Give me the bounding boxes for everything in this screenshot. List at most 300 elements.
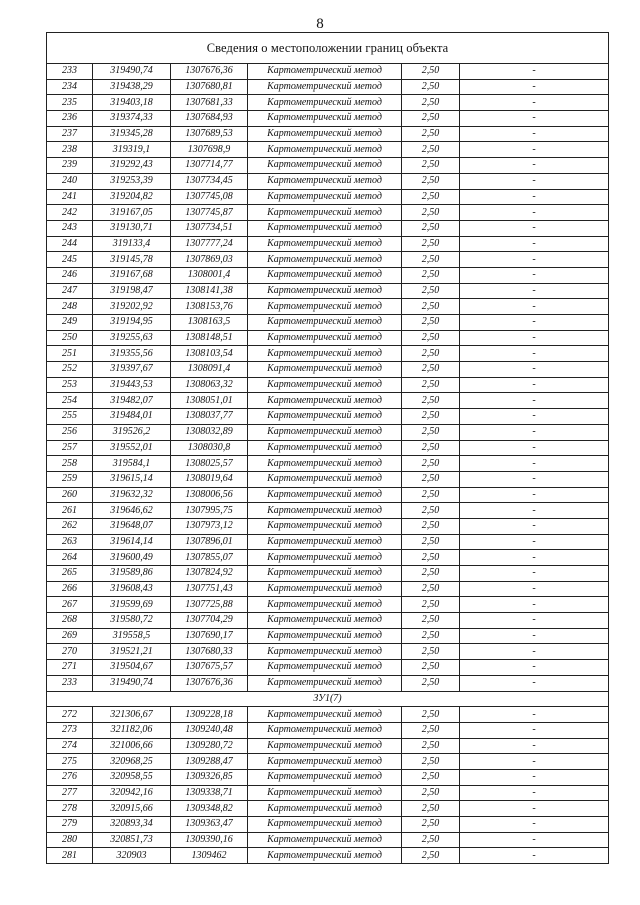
table-row xyxy=(47,722,609,738)
description-cell: - xyxy=(460,566,609,582)
x-coordinate-cell: 319614,14 xyxy=(93,534,171,550)
x-coordinate-cell: 319397,67 xyxy=(93,362,171,378)
y-coordinate-cell: 1309326,85 xyxy=(171,769,248,785)
method-cell: Картометрический метод xyxy=(248,550,402,566)
table-row xyxy=(47,550,609,566)
x-coordinate-cell: 319167,05 xyxy=(93,205,171,221)
description-cell: - xyxy=(460,158,609,174)
description-cell: - xyxy=(460,346,609,362)
method-cell: Картометрический метод xyxy=(248,346,402,362)
coordinates-table xyxy=(46,63,609,864)
method-cell: Картометрический метод xyxy=(248,440,402,456)
y-coordinate-cell: 1308030,8 xyxy=(171,440,248,456)
description-cell: - xyxy=(460,503,609,519)
method-cell: Картометрический метод xyxy=(248,722,402,738)
method-cell: Картометрический метод xyxy=(248,377,402,393)
x-coordinate-cell: 321306,67 xyxy=(93,707,171,723)
description-cell: - xyxy=(460,79,609,95)
point-number-cell: 267 xyxy=(47,597,93,613)
description-cell: - xyxy=(460,518,609,534)
y-coordinate-cell: 1307676,36 xyxy=(171,675,248,691)
description-cell: - xyxy=(460,613,609,629)
point-number-cell: 252 xyxy=(47,362,93,378)
y-coordinate-cell: 1308051,01 xyxy=(171,393,248,409)
x-coordinate-cell: 319584,1 xyxy=(93,456,171,472)
precision-cell: 2,50 xyxy=(402,173,460,189)
description-cell: - xyxy=(460,534,609,550)
description-cell: - xyxy=(460,299,609,315)
table-row xyxy=(47,566,609,582)
description-cell: - xyxy=(460,64,609,80)
table-row xyxy=(47,471,609,487)
table-row xyxy=(47,769,609,785)
method-cell: Картометрический метод xyxy=(248,456,402,472)
description-cell: - xyxy=(460,236,609,252)
table-row xyxy=(47,205,609,221)
x-coordinate-cell: 319484,01 xyxy=(93,409,171,425)
y-coordinate-cell: 1307734,45 xyxy=(171,173,248,189)
description-cell: - xyxy=(460,424,609,440)
point-number-cell: 254 xyxy=(47,393,93,409)
y-coordinate-cell: 1307676,36 xyxy=(171,64,248,80)
point-number-cell: 281 xyxy=(47,848,93,864)
y-coordinate-cell: 1308153,76 xyxy=(171,299,248,315)
precision-cell: 2,50 xyxy=(402,628,460,644)
y-coordinate-cell: 1307824,92 xyxy=(171,566,248,582)
x-coordinate-cell: 319482,07 xyxy=(93,393,171,409)
point-number-cell: 275 xyxy=(47,754,93,770)
point-number-cell: 233 xyxy=(47,675,93,691)
table-row xyxy=(47,79,609,95)
point-number-cell: 255 xyxy=(47,409,93,425)
method-cell: Картометрический метод xyxy=(248,158,402,174)
precision-cell: 2,50 xyxy=(402,267,460,283)
method-cell: Картометрический метод xyxy=(248,471,402,487)
precision-cell: 2,50 xyxy=(402,158,460,174)
y-coordinate-cell: 1307680,81 xyxy=(171,79,248,95)
x-coordinate-cell: 319198,47 xyxy=(93,283,171,299)
x-coordinate-cell: 320958,55 xyxy=(93,769,171,785)
precision-cell: 2,50 xyxy=(402,848,460,864)
method-cell: Картометрический метод xyxy=(248,315,402,331)
precision-cell: 2,50 xyxy=(402,95,460,111)
x-coordinate-cell: 319600,49 xyxy=(93,550,171,566)
method-cell: Картометрический метод xyxy=(248,613,402,629)
y-coordinate-cell: 1307745,08 xyxy=(171,189,248,205)
precision-cell: 2,50 xyxy=(402,315,460,331)
y-coordinate-cell: 1307995,75 xyxy=(171,503,248,519)
precision-cell: 2,50 xyxy=(402,299,460,315)
table-row xyxy=(47,362,609,378)
method-cell: Картометрический метод xyxy=(248,424,402,440)
method-cell: Картометрический метод xyxy=(248,330,402,346)
point-number-cell: 260 xyxy=(47,487,93,503)
description-cell: - xyxy=(460,189,609,205)
table-row xyxy=(47,644,609,660)
description-cell: - xyxy=(460,220,609,236)
precision-cell: 2,50 xyxy=(402,424,460,440)
description-cell: - xyxy=(460,95,609,111)
method-cell: Картометрический метод xyxy=(248,299,402,315)
method-cell: Картометрический метод xyxy=(248,817,402,833)
page-number: 8 xyxy=(316,16,324,32)
y-coordinate-cell: 1307681,33 xyxy=(171,95,248,111)
table-row xyxy=(47,189,609,205)
method-cell: Картометрический метод xyxy=(248,173,402,189)
precision-cell: 2,50 xyxy=(402,346,460,362)
point-number-cell: 244 xyxy=(47,236,93,252)
point-number-cell: 257 xyxy=(47,440,93,456)
x-coordinate-cell: 319615,14 xyxy=(93,471,171,487)
precision-cell: 2,50 xyxy=(402,597,460,613)
precision-cell: 2,50 xyxy=(402,613,460,629)
point-number-cell: 235 xyxy=(47,95,93,111)
point-number-cell: 263 xyxy=(47,534,93,550)
point-number-cell: 237 xyxy=(47,126,93,142)
table-row xyxy=(47,315,609,331)
x-coordinate-cell: 321006,66 xyxy=(93,738,171,754)
table-row xyxy=(47,832,609,848)
section-label: ЗУ1(7) xyxy=(47,691,609,707)
description-cell: - xyxy=(460,205,609,221)
precision-cell: 2,50 xyxy=(402,126,460,142)
precision-cell: 2,50 xyxy=(402,503,460,519)
precision-cell: 2,50 xyxy=(402,738,460,754)
y-coordinate-cell: 1307714,77 xyxy=(171,158,248,174)
method-cell: Картометрический метод xyxy=(248,252,402,268)
x-coordinate-cell: 319255,63 xyxy=(93,330,171,346)
method-cell: Картометрический метод xyxy=(248,111,402,127)
table-row xyxy=(47,393,609,409)
table-row xyxy=(47,581,609,597)
table-row xyxy=(47,111,609,127)
method-cell: Картометрический метод xyxy=(248,79,402,95)
table-row xyxy=(47,252,609,268)
method-cell: Картометрический метод xyxy=(248,534,402,550)
method-cell: Картометрический метод xyxy=(248,832,402,848)
y-coordinate-cell: 1309280,72 xyxy=(171,738,248,754)
description-cell: - xyxy=(460,330,609,346)
point-number-cell: 279 xyxy=(47,817,93,833)
method-cell: Картометрический метод xyxy=(248,189,402,205)
precision-cell: 2,50 xyxy=(402,142,460,158)
point-number-cell: 256 xyxy=(47,424,93,440)
x-coordinate-cell: 319253,39 xyxy=(93,173,171,189)
point-number-cell: 247 xyxy=(47,283,93,299)
description-cell: - xyxy=(460,377,609,393)
x-coordinate-cell: 319133,4 xyxy=(93,236,171,252)
x-coordinate-cell: 320942,16 xyxy=(93,785,171,801)
x-coordinate-cell: 319558,5 xyxy=(93,628,171,644)
y-coordinate-cell: 1307698,9 xyxy=(171,142,248,158)
precision-cell: 2,50 xyxy=(402,785,460,801)
point-number-cell: 239 xyxy=(47,158,93,174)
method-cell: Картометрический метод xyxy=(248,267,402,283)
point-number-cell: 280 xyxy=(47,832,93,848)
point-number-cell: 262 xyxy=(47,518,93,534)
point-number-cell: 250 xyxy=(47,330,93,346)
table-row xyxy=(47,817,609,833)
x-coordinate-cell: 319403,18 xyxy=(93,95,171,111)
table-row xyxy=(47,534,609,550)
precision-cell: 2,50 xyxy=(402,79,460,95)
x-coordinate-cell: 319345,28 xyxy=(93,126,171,142)
precision-cell: 2,50 xyxy=(402,801,460,817)
point-number-cell: 246 xyxy=(47,267,93,283)
x-coordinate-cell: 319204,82 xyxy=(93,189,171,205)
precision-cell: 2,50 xyxy=(402,440,460,456)
description-cell: - xyxy=(460,675,609,691)
precision-cell: 2,50 xyxy=(402,832,460,848)
method-cell: Картометрический метод xyxy=(248,126,402,142)
point-number-cell: 266 xyxy=(47,581,93,597)
y-coordinate-cell: 1308063,32 xyxy=(171,377,248,393)
y-coordinate-cell: 1308141,38 xyxy=(171,283,248,299)
y-coordinate-cell: 1307745,87 xyxy=(171,205,248,221)
description-cell: - xyxy=(460,817,609,833)
y-coordinate-cell: 1309363,47 xyxy=(171,817,248,833)
y-coordinate-cell: 1307973,12 xyxy=(171,518,248,534)
description-cell: - xyxy=(460,126,609,142)
method-cell: Картометрический метод xyxy=(248,597,402,613)
y-coordinate-cell: 1308032,89 xyxy=(171,424,248,440)
point-number-cell: 269 xyxy=(47,628,93,644)
description-cell: - xyxy=(460,487,609,503)
precision-cell: 2,50 xyxy=(402,722,460,738)
method-cell: Картометрический метод xyxy=(248,675,402,691)
y-coordinate-cell: 1307751,43 xyxy=(171,581,248,597)
description-cell: - xyxy=(460,628,609,644)
table-row xyxy=(47,801,609,817)
x-coordinate-cell: 319580,72 xyxy=(93,613,171,629)
y-coordinate-cell: 1309288,47 xyxy=(171,754,248,770)
table-row xyxy=(47,95,609,111)
table-row xyxy=(47,675,609,691)
method-cell: Картометрический метод xyxy=(248,487,402,503)
table-row xyxy=(47,440,609,456)
method-cell: Картометрический метод xyxy=(248,220,402,236)
table-row xyxy=(47,456,609,472)
y-coordinate-cell: 1307704,29 xyxy=(171,613,248,629)
description-cell: - xyxy=(460,581,609,597)
y-coordinate-cell: 1308163,5 xyxy=(171,315,248,331)
point-number-cell: 249 xyxy=(47,315,93,331)
precision-cell: 2,50 xyxy=(402,330,460,346)
description-cell: - xyxy=(460,832,609,848)
table-row xyxy=(47,424,609,440)
description-cell: - xyxy=(460,471,609,487)
y-coordinate-cell: 1307777,24 xyxy=(171,236,248,252)
x-coordinate-cell: 319599,69 xyxy=(93,597,171,613)
x-coordinate-cell: 319202,92 xyxy=(93,299,171,315)
precision-cell: 2,50 xyxy=(402,566,460,582)
point-number-cell: 272 xyxy=(47,707,93,723)
table-row xyxy=(47,597,609,613)
precision-cell: 2,50 xyxy=(402,707,460,723)
y-coordinate-cell: 1307680,33 xyxy=(171,644,248,660)
y-coordinate-cell: 1307896,01 xyxy=(171,534,248,550)
precision-cell: 2,50 xyxy=(402,456,460,472)
point-number-cell: 264 xyxy=(47,550,93,566)
method-cell: Картометрический метод xyxy=(248,236,402,252)
precision-cell: 2,50 xyxy=(402,644,460,660)
point-number-cell: 245 xyxy=(47,252,93,268)
description-cell: - xyxy=(460,111,609,127)
point-number-cell: 271 xyxy=(47,660,93,676)
description-cell: - xyxy=(460,848,609,864)
method-cell: Картометрический метод xyxy=(248,644,402,660)
point-number-cell: 236 xyxy=(47,111,93,127)
precision-cell: 2,50 xyxy=(402,471,460,487)
precision-cell: 2,50 xyxy=(402,534,460,550)
method-cell: Картометрический метод xyxy=(248,393,402,409)
table-row xyxy=(47,503,609,519)
point-number-cell: 270 xyxy=(47,644,93,660)
table-row xyxy=(47,377,609,393)
y-coordinate-cell: 1308148,51 xyxy=(171,330,248,346)
table-row xyxy=(47,142,609,158)
table-row xyxy=(47,236,609,252)
description-cell: - xyxy=(460,660,609,676)
x-coordinate-cell: 319608,43 xyxy=(93,581,171,597)
point-number-cell: 276 xyxy=(47,769,93,785)
x-coordinate-cell: 319490,74 xyxy=(93,64,171,80)
description-cell: - xyxy=(460,267,609,283)
method-cell: Картометрический метод xyxy=(248,754,402,770)
y-coordinate-cell: 1307725,88 xyxy=(171,597,248,613)
table-row xyxy=(47,707,609,723)
description-cell: - xyxy=(460,283,609,299)
method-cell: Картометрический метод xyxy=(248,707,402,723)
method-cell: Картометрический метод xyxy=(248,409,402,425)
description-cell: - xyxy=(460,707,609,723)
y-coordinate-cell: 1309240,48 xyxy=(171,722,248,738)
x-coordinate-cell: 321182,06 xyxy=(93,722,171,738)
description-cell: - xyxy=(460,409,609,425)
table-row xyxy=(47,518,609,534)
point-number-cell: 261 xyxy=(47,503,93,519)
description-cell: - xyxy=(460,173,609,189)
precision-cell: 2,50 xyxy=(402,550,460,566)
table-row xyxy=(47,299,609,315)
point-number-cell: 259 xyxy=(47,471,93,487)
precision-cell: 2,50 xyxy=(402,817,460,833)
precision-cell: 2,50 xyxy=(402,189,460,205)
table-row xyxy=(47,220,609,236)
y-coordinate-cell: 1307869,03 xyxy=(171,252,248,268)
x-coordinate-cell: 319292,43 xyxy=(93,158,171,174)
point-number-cell: 241 xyxy=(47,189,93,205)
x-coordinate-cell: 319648,07 xyxy=(93,518,171,534)
y-coordinate-cell: 1307684,93 xyxy=(171,111,248,127)
point-number-cell: 248 xyxy=(47,299,93,315)
x-coordinate-cell: 319504,67 xyxy=(93,660,171,676)
method-cell: Картометрический метод xyxy=(248,581,402,597)
x-coordinate-cell: 319443,53 xyxy=(93,377,171,393)
table-row xyxy=(47,613,609,629)
point-number-cell: 251 xyxy=(47,346,93,362)
point-number-cell: 243 xyxy=(47,220,93,236)
description-cell: - xyxy=(460,142,609,158)
precision-cell: 2,50 xyxy=(402,409,460,425)
description-cell: - xyxy=(460,644,609,660)
precision-cell: 2,50 xyxy=(402,64,460,80)
boundary-table-frame xyxy=(46,32,609,864)
point-number-cell: 265 xyxy=(47,566,93,582)
y-coordinate-cell: 1309338,71 xyxy=(171,785,248,801)
y-coordinate-cell: 1307855,07 xyxy=(171,550,248,566)
precision-cell: 2,50 xyxy=(402,111,460,127)
description-cell: - xyxy=(460,362,609,378)
coordinates-table-body xyxy=(47,64,609,864)
y-coordinate-cell: 1308001,4 xyxy=(171,267,248,283)
precision-cell: 2,50 xyxy=(402,252,460,268)
precision-cell: 2,50 xyxy=(402,675,460,691)
point-number-cell: 234 xyxy=(47,79,93,95)
y-coordinate-cell: 1309390,16 xyxy=(171,832,248,848)
x-coordinate-cell: 320893,34 xyxy=(93,817,171,833)
description-cell: - xyxy=(460,785,609,801)
table-row xyxy=(47,64,609,80)
precision-cell: 2,50 xyxy=(402,487,460,503)
description-cell: - xyxy=(460,252,609,268)
table-row xyxy=(47,267,609,283)
precision-cell: 2,50 xyxy=(402,581,460,597)
point-number-cell: 273 xyxy=(47,722,93,738)
y-coordinate-cell: 1307689,53 xyxy=(171,126,248,142)
point-number-cell: 268 xyxy=(47,613,93,629)
point-number-cell: 253 xyxy=(47,377,93,393)
precision-cell: 2,50 xyxy=(402,769,460,785)
y-coordinate-cell: 1307690,17 xyxy=(171,628,248,644)
method-cell: Картометрический метод xyxy=(248,660,402,676)
x-coordinate-cell: 319521,21 xyxy=(93,644,171,660)
method-cell: Картометрический метод xyxy=(248,64,402,80)
x-coordinate-cell: 319194,95 xyxy=(93,315,171,331)
method-cell: Картометрический метод xyxy=(248,801,402,817)
description-cell: - xyxy=(460,769,609,785)
x-coordinate-cell: 320903 xyxy=(93,848,171,864)
method-cell: Картометрический метод xyxy=(248,785,402,801)
table-row xyxy=(47,738,609,754)
description-cell: - xyxy=(460,754,609,770)
table-row xyxy=(47,785,609,801)
precision-cell: 2,50 xyxy=(402,205,460,221)
point-number-cell: 242 xyxy=(47,205,93,221)
method-cell: Картометрический метод xyxy=(248,205,402,221)
method-cell: Картометрический метод xyxy=(248,738,402,754)
x-coordinate-cell: 319438,29 xyxy=(93,79,171,95)
y-coordinate-cell: 1309348,82 xyxy=(171,801,248,817)
table-title: Сведения о местоположении границ объекта xyxy=(46,32,609,64)
x-coordinate-cell: 319526,2 xyxy=(93,424,171,440)
point-number-cell: 240 xyxy=(47,173,93,189)
table-row xyxy=(47,660,609,676)
method-cell: Картометрический метод xyxy=(248,848,402,864)
method-cell: Картометрический метод xyxy=(248,142,402,158)
x-coordinate-cell: 319167,68 xyxy=(93,267,171,283)
description-cell: - xyxy=(460,440,609,456)
description-cell: - xyxy=(460,456,609,472)
x-coordinate-cell: 319490,74 xyxy=(93,675,171,691)
method-cell: Картометрический метод xyxy=(248,518,402,534)
y-coordinate-cell: 1309462 xyxy=(171,848,248,864)
precision-cell: 2,50 xyxy=(402,362,460,378)
section-row xyxy=(47,691,609,707)
x-coordinate-cell: 320915,66 xyxy=(93,801,171,817)
precision-cell: 2,50 xyxy=(402,518,460,534)
x-coordinate-cell: 320968,25 xyxy=(93,754,171,770)
